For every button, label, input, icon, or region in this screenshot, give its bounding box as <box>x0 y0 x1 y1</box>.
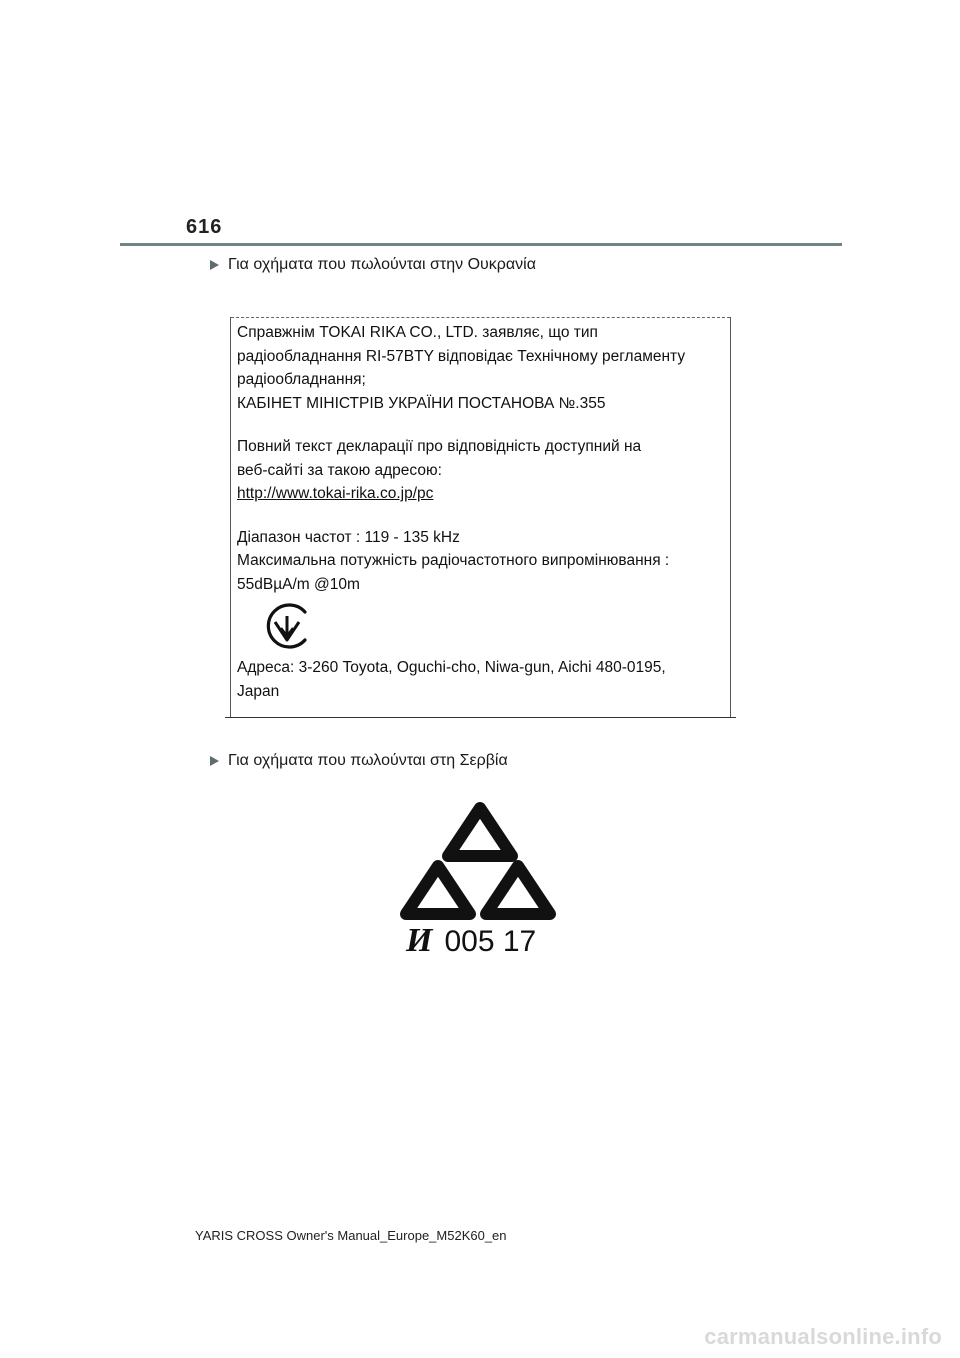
spacer <box>237 506 717 526</box>
decl-line-9: 55dBµA/m @10m <box>237 575 360 593</box>
decl-line-4: КАБІНЕТ МІНІСТРІВ УКРАЇНИ ПОСТАНОВА №.355 <box>237 394 606 412</box>
spacer <box>237 415 717 435</box>
page-number: 616 <box>186 216 223 238</box>
decl-line-6: веб-сайті за такою адресою: <box>237 461 442 479</box>
section-heading-ukraine-text: Για οχήματα που πωλούνται στην Ουκρανία <box>228 256 536 273</box>
box-top-border <box>231 317 730 318</box>
decl-address-line-2: Japan <box>237 682 280 700</box>
section-heading-serbia <box>210 752 508 770</box>
decl-line-8: Максимальна потужність радіочастотного випромінювання : <box>237 552 670 569</box>
section-heading-ukraine <box>210 256 536 274</box>
site-watermark: carmanualsonline.info <box>704 1324 942 1349</box>
decl-line-2: радіообладнання RI-57BTY відповідає Технічному регламенту <box>237 347 686 365</box>
declaration-url-link[interactable]: http://www.tokai-rika.co.jp/pc <box>237 485 434 502</box>
serbia-approval-code <box>406 922 536 960</box>
box-bottom-border <box>225 717 736 718</box>
bullet-triangle-icon <box>210 756 219 766</box>
serbia-code-letter: И <box>406 922 433 959</box>
page-footer: YARIS CROSS Owner's Manual_Europe_M52K60_en <box>195 1228 507 1243</box>
decl-address-line: Адреса: 3-260 Toyota, Oguchi-cho, Niwa-gun, Aichi 480-0195, <box>237 659 666 676</box>
bullet-triangle-icon <box>210 260 219 270</box>
section-heading-serbia-text: Για οχήματα που πωλούνται στη Σερβία <box>228 752 508 769</box>
serbia-code-number: 005 17 <box>444 925 537 958</box>
ukrsepro-conformity-mark-icon <box>261 600 313 652</box>
header-rule <box>120 243 842 246</box>
decl-line-7: Діапазон частот : 119 - 135 kHz <box>237 528 460 546</box>
decl-line-5: Повний текст декларації про відповідність доступний на <box>237 438 642 455</box>
ukraine-declaration-box <box>230 317 731 718</box>
declaration-text <box>237 321 717 703</box>
decl-line-3: радіообладнання; <box>237 371 366 388</box>
decl-line-1: Справжнім TOKAI RIKA CO., LTD. заявляє, що тип <box>237 324 598 341</box>
